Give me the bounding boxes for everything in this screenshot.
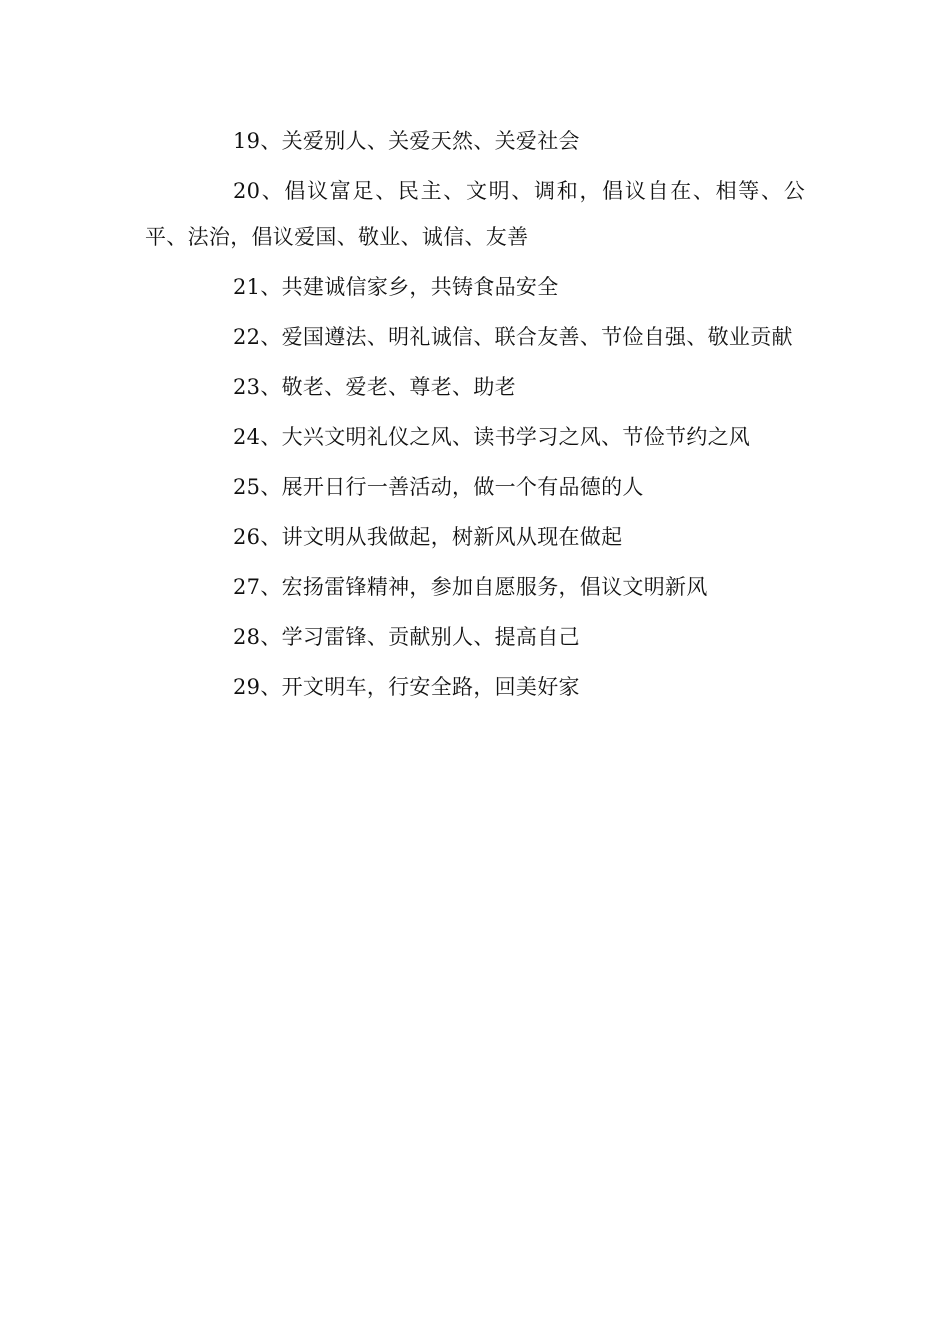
- list-item: 19、关爱别人、关爱天然、关爱社会: [233, 129, 580, 153]
- list-item: 23、敬老、爱老、尊老、助老: [233, 375, 516, 399]
- list-item: 21、共建诚信家乡，共铸食品安全: [233, 275, 559, 299]
- list-item: 26、讲文明从我做起，树新风从现在做起: [233, 525, 623, 549]
- list-item: 28、学习雷锋、贡献别人、提高自己: [233, 625, 580, 649]
- list-item: 29、开文明车，行安全路，回美好家: [233, 675, 580, 699]
- list-item: 22、爱国遵法、明礼诚信、联合友善、节俭自强、敬业贡献: [233, 325, 793, 349]
- document-body: [145, 118, 805, 714]
- list-item: 24、大兴文明礼仪之风、读书学习之风、节俭节约之风: [233, 425, 751, 449]
- list-item: 27、宏扬雷锋精神，参加自愿服务，倡议文明新风: [233, 575, 708, 599]
- list-item: 20、倡议富足、民主、文明、调和，倡议自在、相等、公平、法治，倡议爱国、敬业、诚信、友善: [145, 179, 805, 249]
- list-item: 25、展开日行一善活动，做一个有品德的人: [233, 475, 644, 499]
